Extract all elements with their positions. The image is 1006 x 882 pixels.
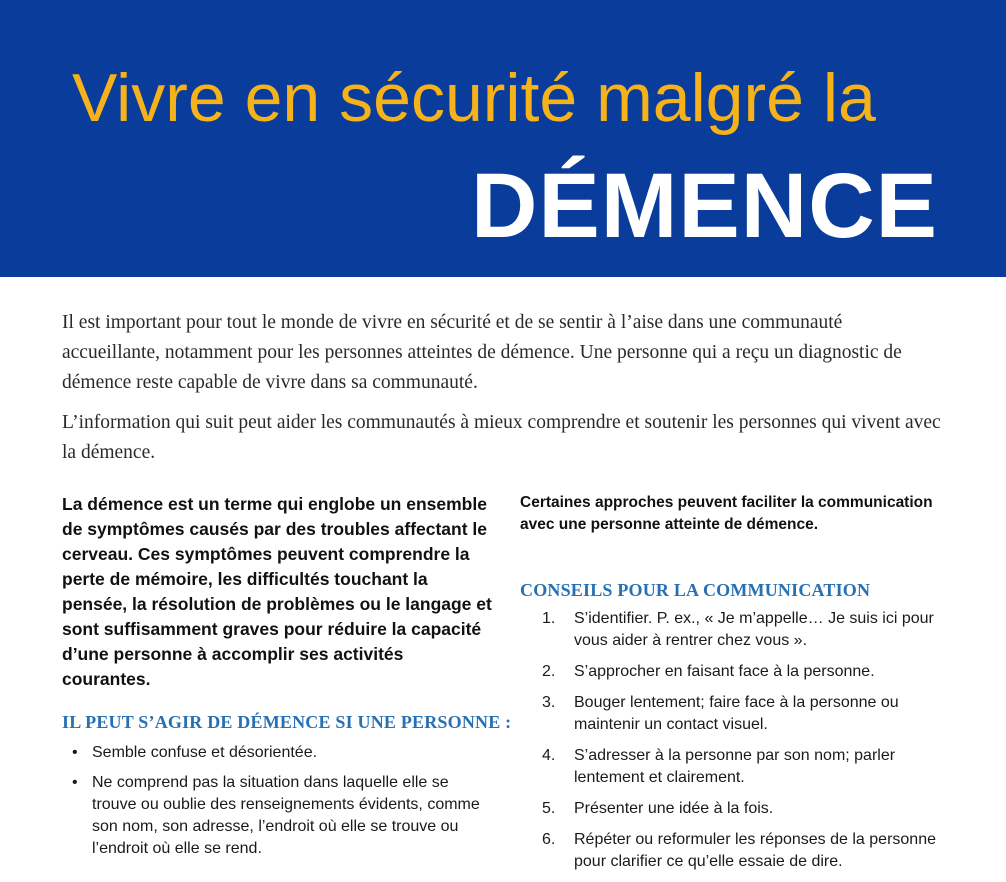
bullet-icon: • [72,774,78,791]
list-item [542,745,942,789]
bullet-icon: • [72,744,78,761]
list-item [542,798,942,820]
list-item [542,608,942,652]
intro-section [62,308,942,478]
signs-heading: IL PEUT S’AGIR DE DÉMENCE SI UNE PERSONNE : [62,712,512,732]
list-number: 5. [542,800,556,817]
list-item-text: Ne comprend pas la situation dans laquelle elle se trouve ou oublie des renseignements évidents, comme son nom, son adresse, l’endroit où elle se trouve ou l’endroit où elle se rend. [92,774,480,857]
list-item-text: S’adresser à la personne par son nom; parler lentement et clairement. [574,747,896,786]
left-column [62,492,512,857]
list-item [62,742,482,764]
intro-paragraph-1: Il est important pour tout le monde de vivre en sécurité et de se sentir à l’aise dans une communauté accueillante, notamment pour les personnes atteintes de démence. Une personne qui a reçu un diagnostic de démence reste capable de vivre dans sa communauté. [62,312,902,393]
list-number: 2. [542,663,556,680]
title-line-2: DÉMENCE [470,155,938,257]
list-item-text: S’approcher en faisant face à la personne. [574,663,875,680]
list-item [542,829,942,873]
dementia-definition: La démence est un terme qui englobe un ensemble de symptômes causés par des troubles affectant le cerveau. Ces symptômes peuvent comprendre la perte de mémoire, les difficultés touchant la pensée, la résolution de problèmes ou le langage et sont suffisamment graves pour réduire la capacité d’une personne à accomplir ses activités courantes. [62,494,492,689]
list-item-text: Semble confuse et désorientée. [92,744,318,761]
communication-heading: CONSEILS POUR LA COMMUNICATION [520,580,871,600]
list-item-text: S’identifier. P. ex., « Je m’appelle… Je suis ici pour vous aider à rentrer chez vous ». [574,610,934,649]
list-number: 4. [542,747,556,764]
list-number: 3. [542,694,556,711]
list-item-text: Répéter ou reformuler les réponses de la personne pour clarifier ce qu’elle essaie de dire. [574,831,936,870]
signs-list [62,742,482,868]
communication-intro: Certaines approches peuvent faciliter la communication avec une personne atteinte de démence. [520,494,933,533]
right-column [520,492,940,870]
list-number: 6. [542,831,556,848]
intro-paragraph-2: L’information qui suit peut aider les communautés à mieux comprendre et soutenir les personnes qui vivent avec la démence. [62,412,941,463]
title-banner [0,0,1006,277]
title-line-1: Vivre en sécurité malgré la [72,60,876,136]
list-item-text: Bouger lentement; faire face à la personne ou maintenir un contact visuel. [574,694,899,733]
list-item [542,661,942,683]
list-item [542,692,942,736]
list-item-text: Présenter une idée à la fois. [574,800,774,817]
list-number: 1. [542,610,556,627]
communication-tips-list [542,608,942,882]
list-item [62,772,482,860]
